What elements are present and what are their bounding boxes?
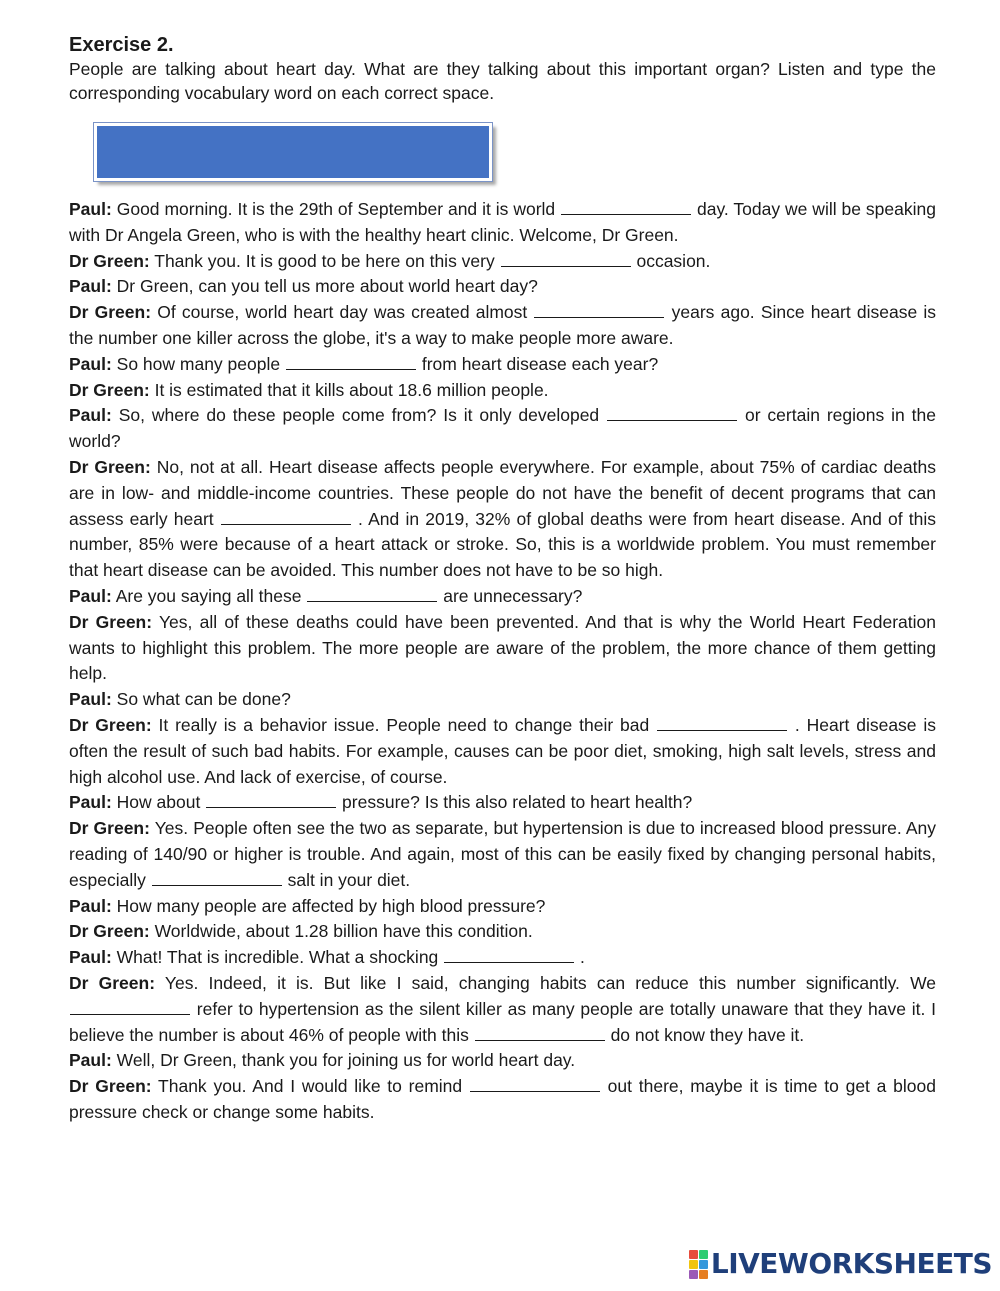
dialogue-line (69, 945, 936, 971)
dialogue-text: No, not at all. Heart disease affects people everywhere. For example, about 75% of cardiac deaths are in low- and middle-income countries. These people do not have the benefit of decent programs that can assess early heart (69, 456, 936, 529)
dialogue-text: do not know they have it. (605, 1024, 805, 1045)
answer-blank-input[interactable] (534, 302, 664, 318)
dialogue-text: day. Today we will be speaking with Dr Angela Green, who is with the healthy heart clinic. Welcome, Dr Green. (69, 199, 936, 245)
dialogue-line (69, 352, 936, 378)
logo-block (689, 1250, 698, 1259)
logo-block (689, 1270, 698, 1279)
speaker-label: Dr Green: (69, 818, 150, 839)
dialogue-text: Worldwide, about 1.28 billion have this condition. (149, 921, 533, 942)
answer-blank-input[interactable] (206, 792, 336, 808)
speaker-label: Paul: (69, 947, 112, 968)
exercise-title: Exercise 2. (69, 34, 174, 56)
logo-block (699, 1260, 708, 1269)
worksheet-page (69, 33, 936, 1126)
speaker-label: Dr Green: (69, 250, 150, 271)
dialogue-text: Thank you. And I would like to remind (151, 1076, 469, 1097)
dialogue-transcript (69, 197, 936, 1126)
dialogue-line (69, 971, 936, 1048)
dialogue-line (69, 455, 936, 584)
dialogue-line (69, 816, 936, 893)
speaker-label: Paul: (69, 689, 112, 710)
speaker-label: Dr Green: (69, 379, 150, 400)
dialogue-text: It is estimated that it kills about 18.6 million people. (149, 379, 549, 400)
speaker-label: Paul: (69, 276, 112, 297)
dialogue-line (69, 300, 936, 352)
dialogue-line (69, 713, 936, 790)
dialogue-line (69, 687, 936, 713)
dialogue-line (69, 790, 936, 816)
dialogue-text: out there, maybe it is time to get a blood pressure check or change some habits. (69, 1076, 936, 1122)
speaker-label: Dr Green: (69, 456, 151, 477)
speaker-label: Dr Green: (69, 1076, 152, 1097)
answer-blank-input[interactable] (152, 870, 282, 886)
dialogue-text: Thank you. It is good to be here on this very (149, 250, 500, 271)
speaker-label: Paul: (69, 199, 112, 219)
dialogue-text: What! That is incredible. What a shocking (111, 947, 444, 968)
dialogue-text: How about (111, 792, 206, 813)
dialogue-line (69, 1048, 936, 1074)
speaker-label: Paul: (69, 353, 112, 374)
dialogue-line (69, 274, 936, 300)
logo-blocks-icon (689, 1250, 708, 1279)
dialogue-line (69, 584, 936, 610)
speaker-label: Dr Green: (69, 302, 152, 323)
dialogue-text: . Heart disease is often the result of such bad habits. For example, causes can be poor diet, smoking, high salt levels, stress and high alcohol use. And lack of exercise, of course. (69, 714, 937, 787)
dialogue-line (69, 894, 936, 920)
dialogue-text: are unnecessary? (438, 585, 583, 606)
liveworksheets-logo (689, 1249, 992, 1279)
answer-blank-input[interactable] (561, 199, 691, 215)
answer-blank-input[interactable] (70, 999, 190, 1015)
dialogue-text: Dr Green, can you tell us more about world heart day? (111, 276, 538, 297)
answer-blank-input[interactable] (470, 1076, 600, 1092)
dialogue-text: . (575, 947, 585, 968)
dialogue-text: from heart disease each year? (416, 353, 659, 374)
speaker-label: Dr Green: (69, 611, 153, 632)
speaker-label: Dr Green: (69, 714, 152, 735)
dialogue-line (69, 1074, 936, 1126)
dialogue-line (69, 610, 936, 687)
logo-block (699, 1270, 708, 1279)
dialogue-text: years ago. Since heart disease is the number one killer across the globe, it's a way to make people more aware. (69, 302, 936, 348)
logo-block (689, 1260, 698, 1269)
speaker-label: Paul: (69, 895, 112, 916)
dialogue-text: occasion. (631, 250, 711, 271)
dialogue-text: Good morning. It is the 29th of September and it is world (111, 199, 561, 219)
dialogue-text: Yes. Indeed, it is. But like I said, changing habits can reduce this number significantly. We (155, 972, 937, 993)
answer-blank-input[interactable] (501, 251, 631, 267)
dialogue-text: So what can be done? (111, 689, 291, 710)
dialogue-line (69, 378, 936, 404)
dialogue-text: or certain regions in the world? (69, 405, 936, 452)
dialogue-text: How many people are affected by high blood pressure? (111, 895, 546, 916)
dialogue-text: Of course, world heart day was created almost (151, 302, 534, 323)
answer-blank-input[interactable] (444, 947, 574, 963)
logo-block (699, 1250, 708, 1259)
exercise-instructions: People are talking about heart day. What are they talking about this important organ? Listen and type the corresponding vocabulary word on each correct space. (69, 59, 936, 103)
speaker-label: Paul: (69, 792, 112, 813)
speaker-label: Dr Green: (69, 972, 156, 993)
dialogue-text: So, where do these people come from? Is it only developed (111, 405, 607, 426)
answer-blank-input[interactable] (221, 509, 351, 525)
answer-blank-input[interactable] (475, 1025, 605, 1041)
answer-blank-input[interactable] (607, 405, 737, 421)
speaker-label: Paul: (69, 585, 112, 606)
speaker-label: Paul: (69, 1050, 112, 1071)
dialogue-text: . And in 2019, 32% of global deaths were from heart disease. And of this number, 85% were because of a heart attack or stroke. So, this is a worldwide problem. You must remember that heart disease can be avoided. This number does not have to be so high. (69, 508, 937, 581)
dialogue-text: Yes. People often see the two as separate, but hypertension is due to increased blood pressure. Any reading of 140/90 or higher is trouble. And again, most of this can be easily fixed by changing personal habits, especially (69, 818, 937, 890)
dialogue-text: Well, Dr Green, thank you for joining us for world heart day. (111, 1050, 576, 1071)
dialogue-text: pressure? Is this also related to heart health? (337, 792, 693, 813)
dialogue-line (69, 249, 936, 275)
answer-blank-input[interactable] (657, 715, 787, 731)
dialogue-text: salt in your diet. (282, 869, 411, 890)
dialogue-text: It really is a behavior issue. People need to change their bad (151, 714, 657, 735)
dialogue-text: Yes, all of these deaths could have been prevented. And that is why the World Heart Federation wants to highlight this problem. The more people are aware of the problem, the more chance of them getting help. (69, 611, 937, 684)
audio-player-button[interactable] (94, 123, 492, 181)
logo-text: LIVEWORKSHEETS (710, 1247, 992, 1280)
answer-blank-input[interactable] (307, 586, 437, 602)
dialogue-text: Are you saying all these (111, 585, 307, 606)
dialogue-text: So how many people (111, 353, 285, 374)
speaker-label: Dr Green: (69, 921, 150, 942)
dialogue-line (69, 197, 936, 249)
dialogue-text: refer to hypertension as the silent killer as many people are totally unaware that they have it. I believe the number is about 46% of people with this (69, 998, 936, 1045)
answer-blank-input[interactable] (286, 354, 416, 370)
speaker-label: Paul: (69, 405, 112, 426)
dialogue-line (69, 919, 936, 945)
dialogue-line (69, 403, 936, 455)
